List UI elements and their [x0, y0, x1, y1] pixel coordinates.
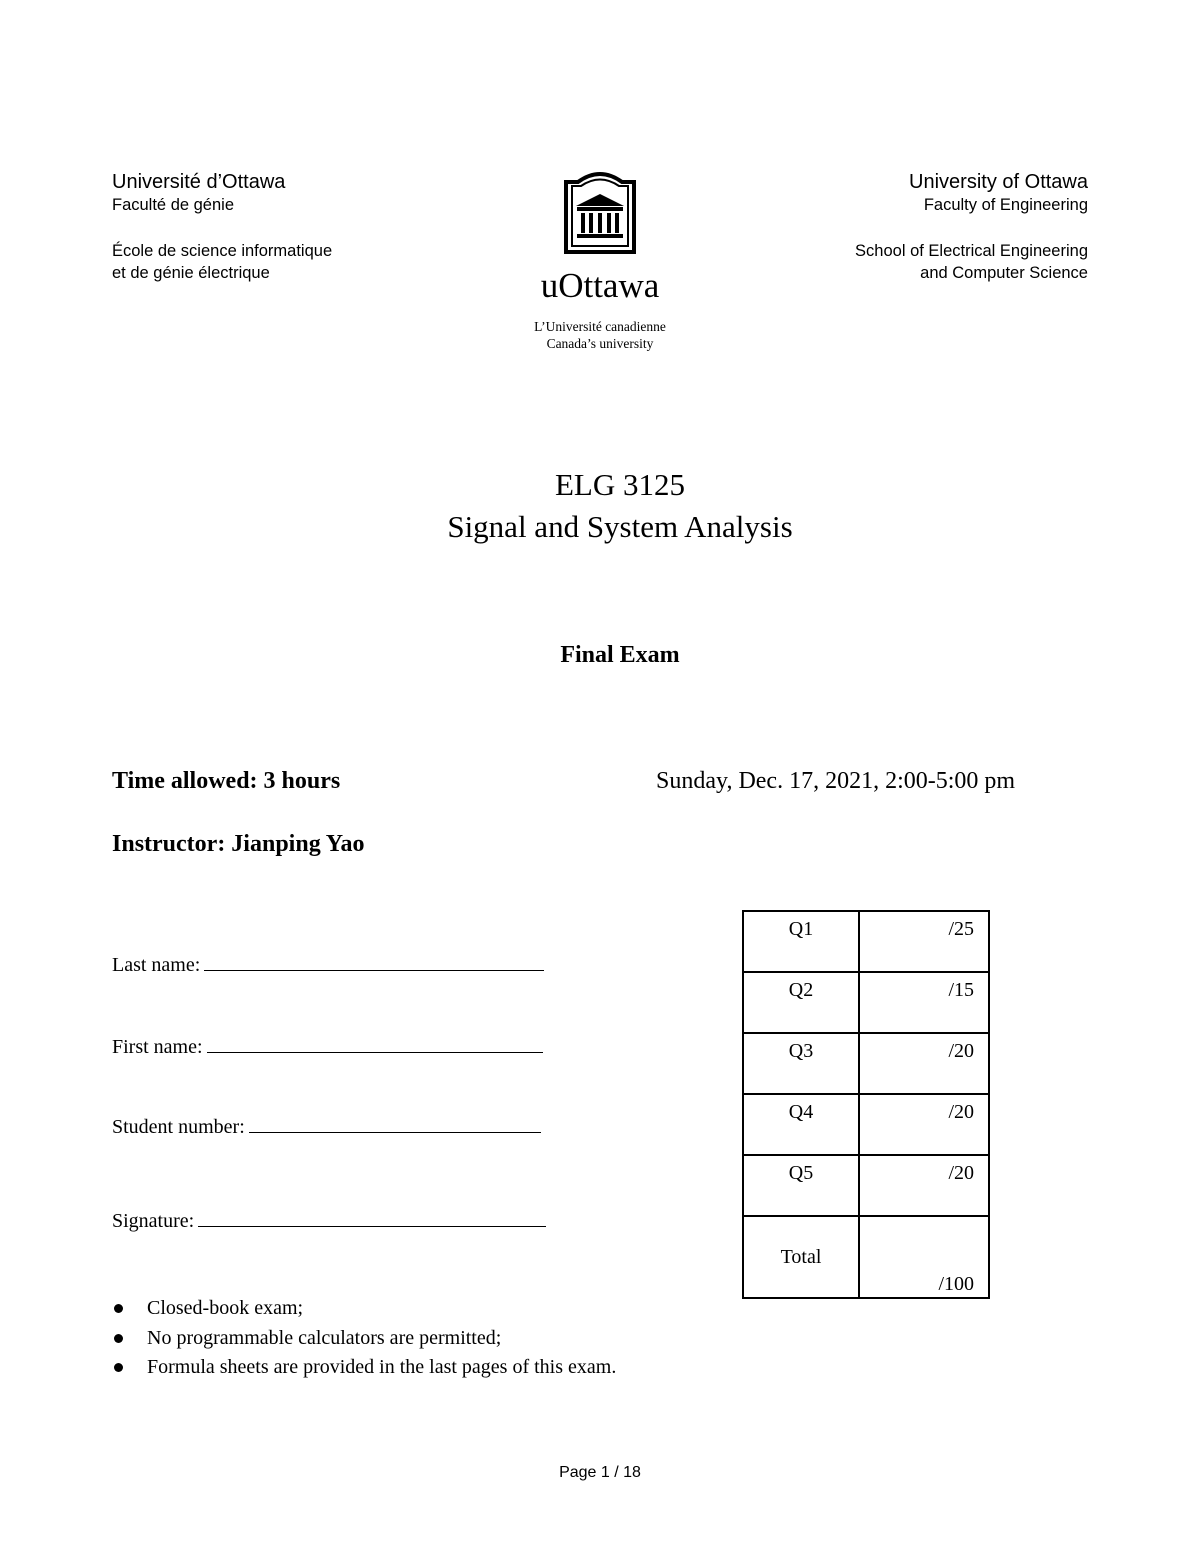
grade-row-q5	[743, 1155, 989, 1216]
header-french	[112, 170, 432, 284]
grade-row-q1	[743, 911, 989, 972]
student-number-label: Student number:	[112, 1116, 245, 1138]
first-name-field[interactable]	[112, 1034, 543, 1059]
question-max-mark: /20	[859, 1033, 989, 1094]
question-max-mark: /20	[859, 1155, 989, 1216]
grade-row-total	[743, 1216, 989, 1298]
logo-tagline-fr: L’Université canadienne	[534, 319, 666, 334]
last-name-line[interactable]	[204, 952, 544, 971]
university-name-fr: Université d’Ottawa	[112, 171, 286, 193]
school-name-fr-line2: et de génie électrique	[112, 264, 270, 282]
first-name-line[interactable]	[207, 1034, 543, 1053]
time-allowed: Time allowed: 3 hours	[112, 768, 341, 794]
logo-tagline-en: Canada’s university	[546, 336, 654, 351]
grade-table	[742, 910, 990, 1299]
signature-label: Signature:	[112, 1210, 195, 1232]
student-number-field[interactable]	[112, 1114, 541, 1139]
exam-date: Sunday, Dec. 17, 2021, 2:00-5:00 pm	[656, 768, 1016, 794]
page-number: Page 1 / 18	[559, 1464, 641, 1481]
first-name-label: First name:	[112, 1036, 203, 1058]
bullet-icon	[114, 1304, 123, 1313]
school-name-en-line1: School of Electrical Engineering	[855, 242, 1088, 260]
last-name-label: Last name:	[112, 954, 201, 976]
question-label: Q4	[743, 1094, 859, 1155]
school-name-en-line2: and Computer Science	[920, 264, 1088, 282]
exam-rules-list	[112, 1294, 616, 1383]
logo-wordmark: uOttawa	[540, 266, 660, 305]
signature-field[interactable]	[112, 1208, 546, 1233]
course-name: Signal and System Analysis	[447, 509, 793, 544]
total-label: Total	[743, 1216, 859, 1298]
university-name-en: University of Ottawa	[909, 171, 1088, 193]
question-label: Q2	[743, 972, 859, 1033]
student-number-line[interactable]	[249, 1114, 541, 1133]
question-label: Q3	[743, 1033, 859, 1094]
building-columns-icon	[562, 168, 638, 254]
bullet-icon	[114, 1334, 123, 1343]
bullet-icon	[114, 1363, 123, 1372]
faculty-name-fr: Faculté de génie	[112, 196, 235, 214]
question-max-mark: /20	[859, 1094, 989, 1155]
list-item: Closed-book exam;	[112, 1294, 616, 1324]
list-item: No programmable calculators are permitted;	[112, 1324, 616, 1354]
grade-row-q2	[743, 972, 989, 1033]
list-item: Formula sheets are provided in the last pages of this exam.	[112, 1353, 616, 1383]
header-english	[780, 170, 1088, 284]
exam-type: Final Exam	[560, 642, 680, 668]
instructor: Instructor: Jianping Yao	[112, 831, 365, 857]
logo-tagline	[500, 318, 700, 352]
course-code: ELG 3125	[554, 467, 685, 502]
last-name-field[interactable]	[112, 952, 544, 977]
question-max-mark: /15	[859, 972, 989, 1033]
question-label: Q1	[743, 911, 859, 972]
question-max-mark: /25	[859, 911, 989, 972]
question-label: Q5	[743, 1155, 859, 1216]
grade-row-q4	[743, 1094, 989, 1155]
school-name-fr-line1: École de science informatique	[112, 242, 333, 260]
signature-line[interactable]	[198, 1208, 546, 1227]
grade-row-q3	[743, 1033, 989, 1094]
total-max-mark: /100	[859, 1216, 989, 1298]
faculty-name-en: Faculty of Engineering	[923, 196, 1088, 214]
